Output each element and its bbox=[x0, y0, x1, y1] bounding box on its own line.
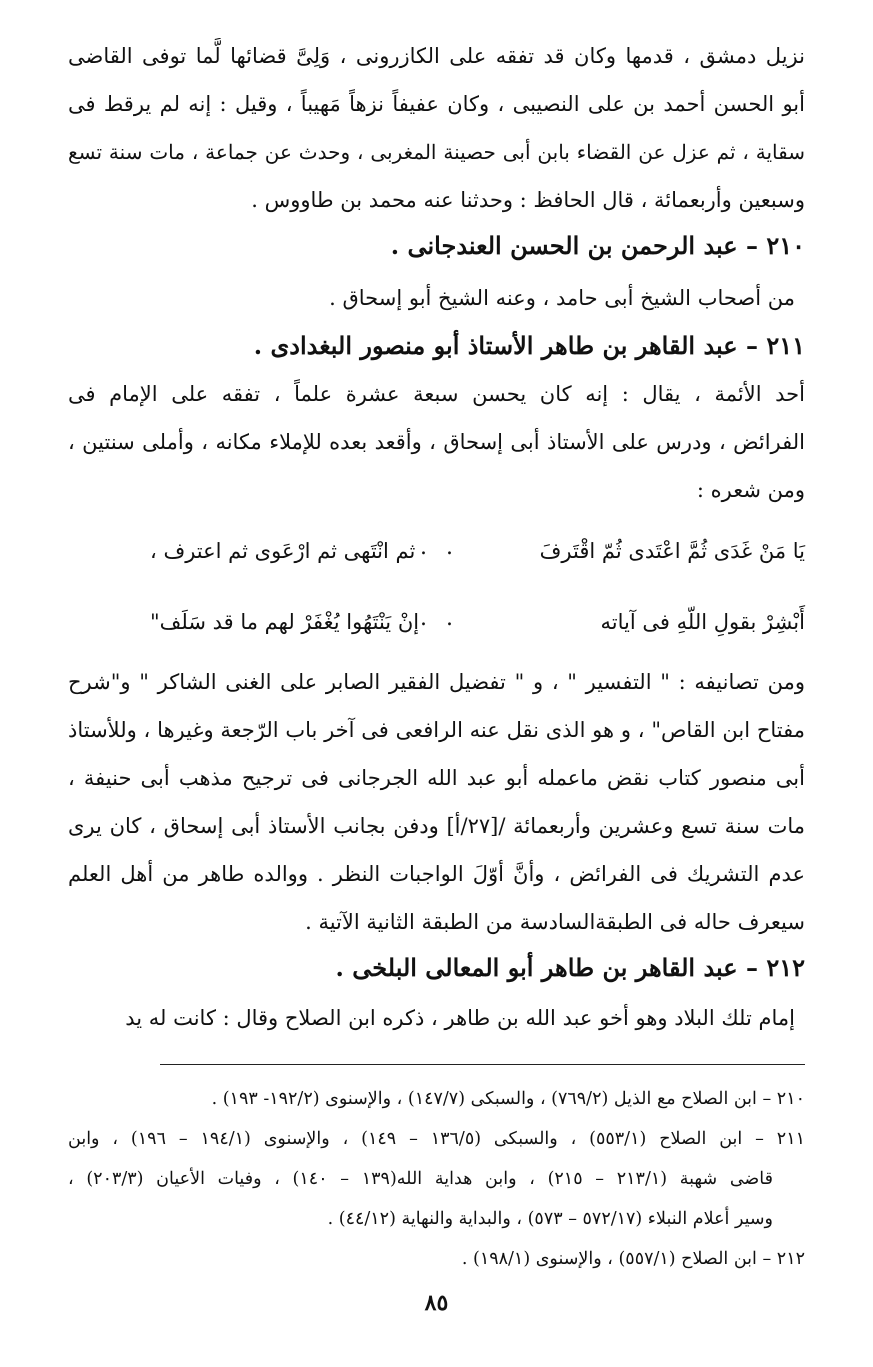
text-line: من أصحاب الشيخ أبى حامد ، وعنه الشيخ أبو إسحاق . bbox=[329, 286, 795, 310]
verse-hemistich-first: يَا مَنْ غَدَى ثُمَّ اعْتَدى ثُمّ اقْتَرفَ bbox=[539, 539, 805, 563]
verse-hemistich-second: إنْ يَنْتَهُوا يُغْفَرْ لهم ما قد سَلَف" bbox=[150, 610, 420, 634]
entry-heading: ٢١٠ – عبد الرحمن بن الحسن العندجانى . bbox=[390, 231, 805, 260]
verse-hemistich-first: أَبْشِرْ بقولِ اللّهِ فى آياته bbox=[600, 610, 805, 634]
text-line: مفتاح ابن القاص" ، و هو الذى نقل عنه الرافعى فى آخر باب الرّجعة وغيرها ، وللأستاذ bbox=[68, 718, 805, 742]
footnote-line: ٢١١ – ابن الصلاح (٥٥٣/١) ، والسبكى (١٣٦/٥ – ١٤٩) ، والإسنوى (١٩٤/١ – ١٩٦) ، وابن bbox=[68, 1129, 805, 1149]
text-line: الفرائض ، ودرس على الأستاذ أبى إسحاق ، وأقعد بعده للإملاء مكانه ، وأملى سنتين ، bbox=[68, 430, 805, 454]
entry-heading: ٢١٢ – عبد القاهر بن طاهر أبو المعالى البلخى . bbox=[335, 953, 805, 982]
text-line: وسبعين وأربعمائة ، قال الحافظ : وحدثنا عنه محمد بن طاووس . bbox=[251, 188, 805, 212]
text-line: أبو الحسن أحمد بن على النصيبى ، وكان عفيفاً نزهاً مَهيباً ، وقيل : إنه لم يرقط فى bbox=[68, 92, 805, 116]
page-number: ٨٥ bbox=[424, 1290, 449, 1316]
text-line: مات سنة تسع وعشرين وأربعمائة /[٢٧/أ] ودفن بجانب الأستاذ أبى إسحاق ، كان يرى bbox=[68, 814, 805, 838]
verse-hemistich-second: ثم انْتَهى ثم ارْعَوى ثم اعترف ، bbox=[150, 539, 416, 563]
text-line: سيعرف حاله فى الطبقةالسادسة من الطبقة الثانية الآتية . bbox=[305, 910, 805, 934]
text-line: أبى منصور كتاب نقض ماعمله أبو عبد الله الجرجانى فى ترجيح مذهب أبى حنيفة ، bbox=[68, 766, 805, 790]
text-line: نزيل دمشق ، قدمها وكان قد تفقه على الكازرونى ، وَلِىَّ قضائها لَّما توفى القاضى bbox=[68, 44, 805, 68]
text-line: أحد الأئمة ، يقال : إنه كان يحسن سبعة عشرة علماً ، تفقه على الإمام فى bbox=[68, 382, 805, 406]
footnote-line: قاضى شهبة (٢١٣/١ – ٢١٥) ، وابن هداية الله(١٣٩ – ١٤٠) ، وفيات الأعيان (٢٠٣/٣) ، bbox=[68, 1169, 773, 1189]
footnote-line: وسير أعلام النبلاء (٥٧٢/١٧ – ٥٧٣) ، والبداية والنهاية (٤٤/١٢) . bbox=[327, 1209, 773, 1229]
footnote-line: ٢١٠ – ابن الصلاح مع الذيل (٧٦٩/٢) ، والسبكى (١٤٧/٧) ، والإسنوى (١٩٢/٢- ١٩٣) . bbox=[211, 1089, 805, 1109]
entry-heading: ٢١١ – عبد القاهر بن طاهر الأستاذ أبو منصور البغدادى . bbox=[253, 331, 805, 360]
text-line: إمام تلك البلاد وهو أخو عبد الله بن طاهر ، ذكره ابن الصلاح وقال : كانت له يد bbox=[125, 1006, 795, 1030]
text-line: عدم التشريك فى الفرائض ، وأنَّ أوّلَ الواجبات النظر . ووالده طاهر من أهل العلم bbox=[68, 862, 805, 886]
text-line: ومن شعره : bbox=[696, 478, 805, 502]
footnote-line: ٢١٢ – ابن الصلاح (٥٥٧/١) ، والإسنوى (١٩٨/١) . bbox=[461, 1249, 805, 1269]
text-line: سقاية ، ثم عزل عن القضاء بابن أبى حصينة المغربى ، وحدث عن جماعة ، مات سنة تسع bbox=[68, 140, 805, 164]
verse-separator: . . bbox=[420, 606, 459, 631]
text-line: ومن تصانيفه : " التفسير " ، و " تفضيل الفقير الصابر على الغنى الشاكر " و"شرح bbox=[68, 670, 805, 694]
verse-separator: . . bbox=[420, 535, 459, 560]
footnote-divider bbox=[160, 1064, 805, 1065]
